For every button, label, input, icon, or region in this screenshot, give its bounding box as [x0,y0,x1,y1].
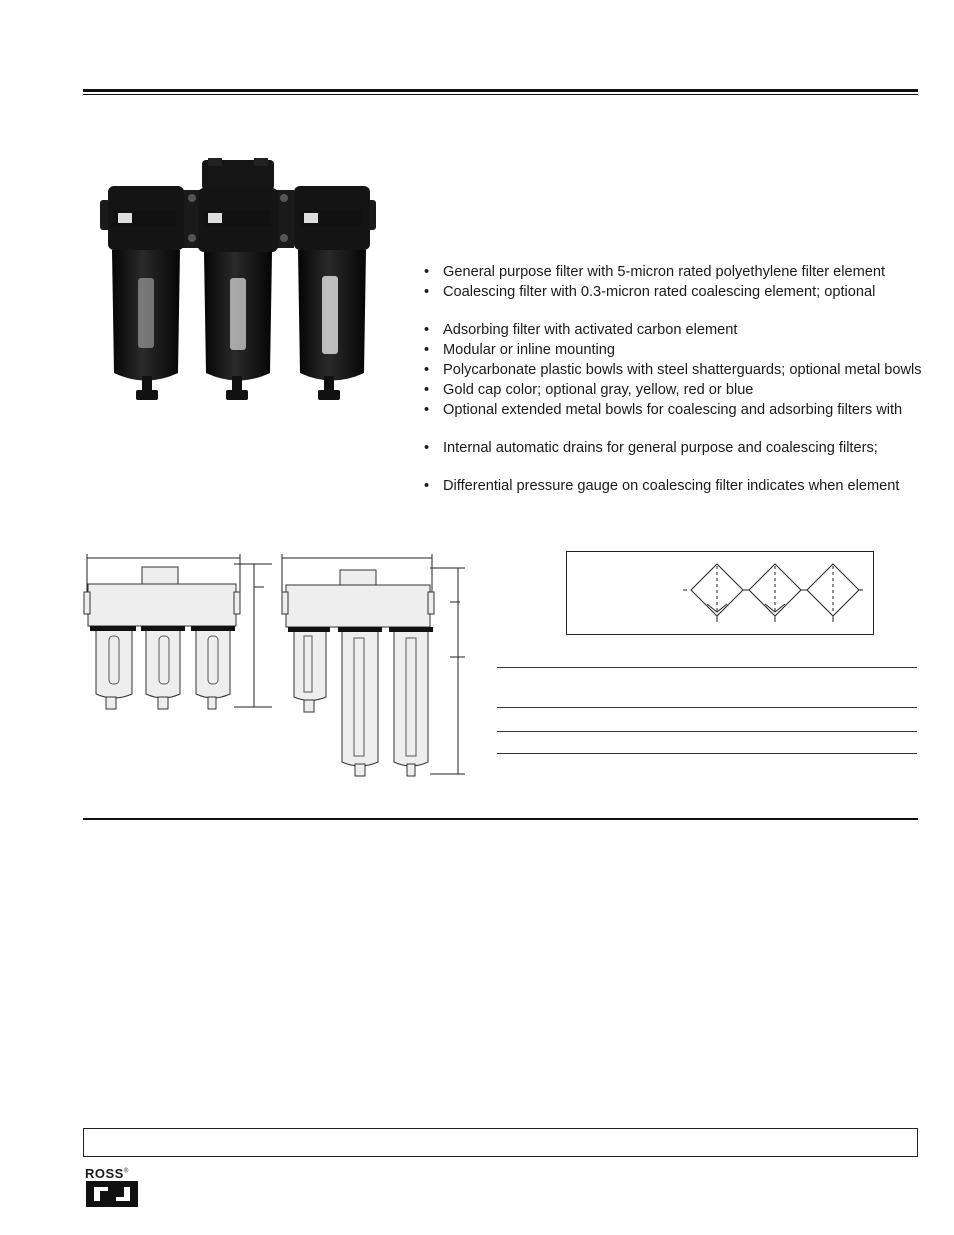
feature-item: • Adsorbing filter with activated carbon element [424,320,924,340]
dimension-drawing-standard [82,552,272,717]
ross-logo-icon [86,1181,138,1207]
footer-box [83,1128,918,1157]
feature-item: • Coalescing filter with 0.3-micron rated coalescing element; optional [424,282,924,302]
feature-item: • Differential pressure gauge on coalescing filter indicates when element [424,476,924,496]
filter-symbol-graphic [567,552,873,634]
table-rule [497,731,917,732]
feature-item: • Internal automatic drains for general purpose and coalescing filters; [424,438,924,458]
table-rule [497,753,917,754]
graphic-symbol-box [566,551,874,635]
logo-registered-mark: ® [123,1168,129,1175]
product-photo [98,158,380,408]
dimension-drawing-extended [280,552,465,780]
feature-list [424,262,924,496]
section-divider [83,818,918,820]
table-rule [497,707,917,708]
feature-item: • Gold cap color; optional gray, yellow, red or blue [424,380,924,400]
header-rule-top [83,89,918,92]
header-rule-bottom [83,94,918,95]
feature-item: • Polycarbonate plastic bowls with steel shatterguards; optional metal bowls [424,360,924,380]
feature-item: • Optional extended metal bowls for coalescing and adsorbing filters with [424,400,924,420]
feature-item: • Modular or inline mounting [424,340,924,360]
table-rule [497,667,917,668]
ross-logo-text [85,1166,129,1181]
feature-item: • General purpose filter with 5-micron rated polyethylene filter element [424,262,924,282]
logo-wordmark: ROSS [85,1166,124,1181]
